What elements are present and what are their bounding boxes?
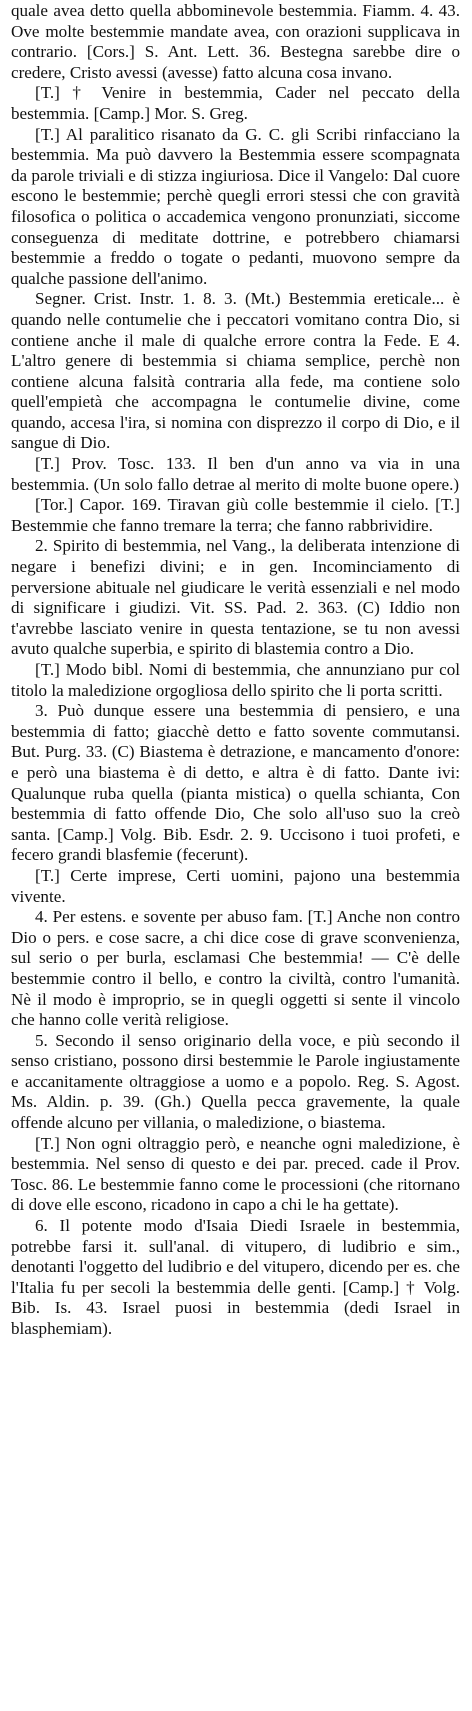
entry-paragraph: 6. Il potente modo d'Isaia Diedi Israele in bestemmia, potrebbe farsi it. sull'anal. di vitupero, di ludibrio e sim., denotanti l'oggetto del ludibrio e del vitupero, dicendo per es. che l'Italia fu per secoli la bestemmia delle genti. [Camp.] † Volg. Bib. Is. 43. Israel puosi in bestemmia (dedi Israel in blasphemiam). bbox=[11, 1216, 460, 1338]
entry-paragraph: [T.] Prov. Tosc. 133. Il ben d'un anno va via in una bestemmia. (Un solo fallo detrae al merito di molte buone opere.) bbox=[11, 454, 460, 494]
entry-paragraph: [T.] Al paralitico risanato da G. C. gli Scribi rinfacciano la bestemmia. Ma può davvero la Bestemmia essere scompagnata da parole triviali e di stizza ingiuriosa. Dice il Vangelo: Dal cuore escono le bestemmie; perchè quegli errori stessi che con gravità filosofica o politica o accademica vengono pronunziati, siccome conseguenza di meditate dottrine, e potrebbero chiamarsi bestemmie a freddo o togate o pedanti, muovono sempre da qualche passione dell'animo. bbox=[11, 124, 460, 288]
entry-paragraph: [T.] Modo bibl. Nomi di bestemmia, che annunziano pur col titolo la maledizione orgogliosa dello spirito che li porta scritti. bbox=[11, 660, 460, 700]
entry-paragraph: [Tor.] Capor. 169. Tiravan giù colle bestemmie il cielo. [T.] Bestemmie che fanno tremare la terra; che fanno rabbrividire. bbox=[11, 495, 460, 535]
entry-paragraph: quale avea detto quella abbominevole bestemmia. Fiamm. 4. 43. Ove molte bestemmie mandate avea, con orazioni supplicava in contrario. [Cors.] S. Ant. Lett. 36. Bestegna sarebbe dire o credere, Cristo avessi (avesse) fatto alcuna cosa invano. bbox=[11, 1, 460, 82]
entry-paragraph: Segner. Crist. Instr. 1. 8. 3. (Mt.) Bestemmia ereticale... è quando nelle contumelie che i peccatori vomitano contra Dio, si contiene anche il male di qualche errore contra la Fede. E 4. L'altro genere di bestemmia si chiama semplice, perchè non contiene alcuna falsità contraria alla fede, ma contiene solo quell'empietà che accompagna le contumelie divine, come quando, accesa l'ira, si nomina con disprezzo il corpo di Dio, e il sangue di Dio. bbox=[11, 289, 460, 453]
entry-paragraph: 4. Per estens. e sovente per abuso fam. [T.] Anche non contro Dio o pers. e cose sacre, a chi dice cose di grave sconvenienza, sul serio o per burla, esclamasi Che bestemmia! — C'è delle bestemmie contro il bello, e contro la civiltà, contro l'umanità. Nè il modo è improprio, se in quegli oggetti si sente il vincolo che hanno colle verità religiose. bbox=[11, 907, 460, 1030]
entry-paragraph: [T.] Non ogni oltraggio però, e neanche ogni maledizione, è bestemmia. Nel senso di questo e dei par. preced. cade il Prov. Tosc. 86. Le bestemmie fanno come le processioni (che ritornano di dove elle escono, ricadono in capo a chi le ha gettate). bbox=[11, 1133, 460, 1215]
entry-paragraph: 2. Spirito di bestemmia, nel Vang., la deliberata intenzione di negare i benefizi divini; e in gen. Incominciamento di perversione abituale nel giudicare le verità essenziali e nel modo di significare i giudizi. Vit. SS. Pad. 2. 363. (C) Iddio non t'avrebbe lasciato venire in questa tentazione, se tu non avessi avuto qualche superbia, e spirito di blastemia contro a Dio. bbox=[11, 536, 460, 659]
entry-paragraph: [T.] † Venire in bestemmia, Cader nel peccato della bestemmia. [Camp.] Mor. S. Greg. bbox=[11, 83, 460, 123]
entry-paragraph: [T.] Certe imprese, Certi uomini, pajono una bestemmia vivente. bbox=[11, 865, 460, 906]
entry-paragraph: 3. Può dunque essere una bestemmia di pensiero, e una bestemmia di fatto; giacchè detto e fatto sovente commutansi. But. Purg. 33. (C) Biastema è detrazione, e mancamento d'onore: e però una biastema è di detto, e altra è di fatto. Dante ivi: Qualunque ruba quella (pianta mistica) o quella schianta, Con bestemmia di fatto offende Dio, Che solo all'uso suo la creò santa. [Camp.] Volg. Bib. Esdr. 2. 9. Uccisono i tuoi profeti, e fecero grandi blasfemie (fecerunt). bbox=[11, 701, 460, 865]
entry-paragraph: 5. Secondo il senso originario della voce, e più secondo il senso cristiano, possono dirsi bestemmie le Parole ingiustamente e accanitamente oltraggiose a uomo e a popolo. Reg. S. Agost. Ms. Aldin. p. 39. (Gh.) Quella pecca gravemente, la quale offende alcuno per villania, o maledizione, o biastema. bbox=[11, 1030, 460, 1133]
